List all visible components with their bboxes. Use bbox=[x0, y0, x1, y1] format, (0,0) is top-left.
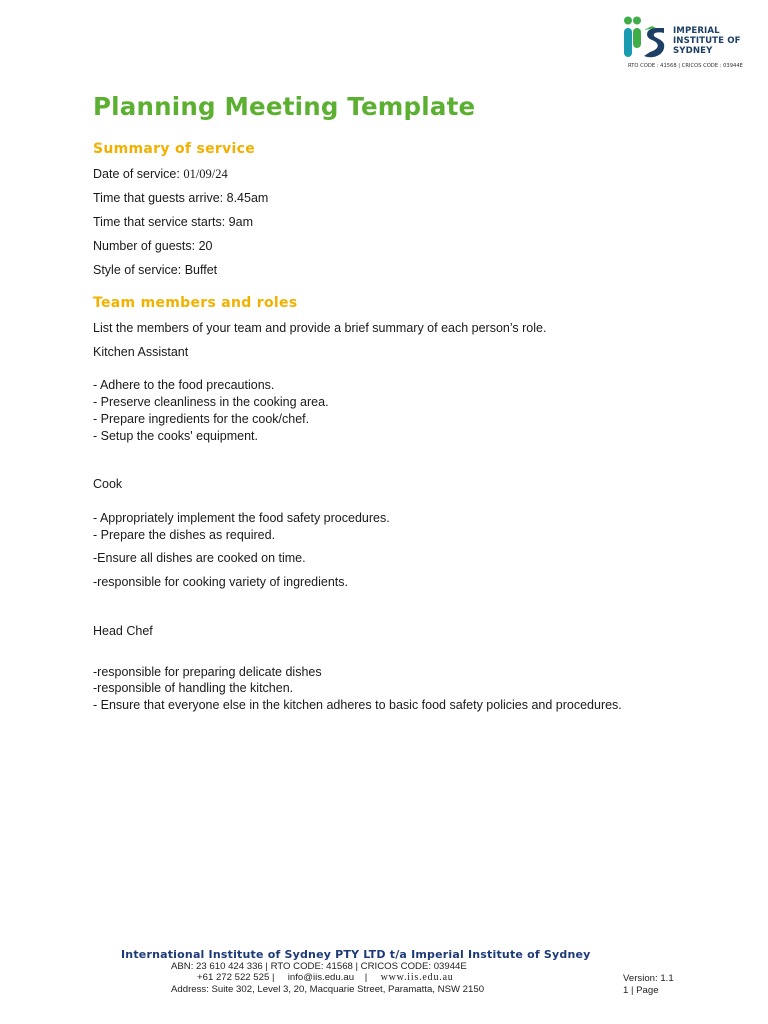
guest-arrival-time: Time that guests arrive: 8.45am bbox=[93, 191, 269, 205]
logo-mark-icon bbox=[622, 16, 668, 60]
duty-item: - Setup the cooks' equipment. bbox=[93, 429, 258, 443]
date-of-service bbox=[93, 167, 228, 182]
footer-separator: | bbox=[364, 972, 368, 983]
footer-address: Address: Suite 302, Level 3, 20, Macquarie Street, Paramatta, NSW 2150 bbox=[171, 984, 485, 995]
logo-text-line: SYDNEY bbox=[673, 46, 713, 56]
footer-phone: +61 272 522 525 | bbox=[197, 972, 275, 983]
footer-website-link[interactable]: www.iis.edu.au bbox=[380, 972, 454, 983]
footer-version-block bbox=[623, 973, 674, 997]
duty-item: - Ensure that everyone else in the kitchen adheres to basic food safety policies and procedures. bbox=[93, 698, 622, 712]
duty-item: - Prepare the dishes as required. bbox=[93, 528, 276, 542]
duty-item: - Prepare ingredients for the cook/chef. bbox=[93, 412, 310, 426]
institute-logo bbox=[622, 16, 762, 74]
duty-item: - Appropriately implement the food safety procedures. bbox=[93, 511, 390, 525]
role-cook: Cook bbox=[93, 477, 123, 491]
team-intro: List the members of your team and provide a brief summary of each person’s role. bbox=[93, 321, 547, 335]
duty-item: -responsible for preparing delicate dishes bbox=[93, 665, 322, 679]
footer-contacts bbox=[197, 972, 454, 983]
footer-email-link[interactable]: info@iis.edu.au bbox=[287, 972, 355, 983]
logo-codes: RTO CODE : 41568 | CRICOS CODE : 03944E bbox=[628, 63, 743, 69]
duty-item: -responsible for cooking variety of ingredients. bbox=[93, 575, 348, 589]
role-head-chef: Head Chef bbox=[93, 624, 153, 638]
footer-company-name: International Institute of Sydney PTY LTD t/a Imperial Institute of Sydney bbox=[121, 948, 591, 961]
number-of-guests: Number of guests: 20 bbox=[93, 239, 213, 253]
duty-item: - Preserve cleanliness in the cooking area. bbox=[93, 395, 329, 409]
footer-registration: ABN: 23 610 424 336 | RTO CODE: 41568 | CRICOS CODE: 03944E bbox=[171, 961, 467, 972]
summary-heading: Summary of service bbox=[93, 141, 256, 157]
date-value: 01/09/24 bbox=[183, 167, 228, 181]
role-kitchen-assistant: Kitchen Assistant bbox=[93, 345, 189, 359]
duty-item: -responsible of handling the kitchen. bbox=[93, 681, 294, 695]
date-label: Date of service: bbox=[93, 167, 184, 181]
version-label: Version: 1.1 bbox=[623, 973, 674, 984]
duty-item: -Ensure all dishes are cooked on time. bbox=[93, 551, 306, 565]
logo-text-line: IMPERIAL bbox=[673, 26, 720, 36]
page-title: Planning Meeting Template bbox=[93, 92, 476, 121]
style-of-service: Style of service: Buffet bbox=[93, 263, 218, 277]
logo-text-line: INSTITUTE OF bbox=[673, 36, 741, 46]
duty-item: - Adhere to the food precautions. bbox=[93, 378, 275, 392]
logo-text bbox=[673, 26, 741, 56]
team-heading: Team members and roles bbox=[93, 295, 298, 311]
page-number: 1 | Page bbox=[623, 985, 659, 996]
service-start-time: Time that service starts: 9am bbox=[93, 215, 253, 229]
